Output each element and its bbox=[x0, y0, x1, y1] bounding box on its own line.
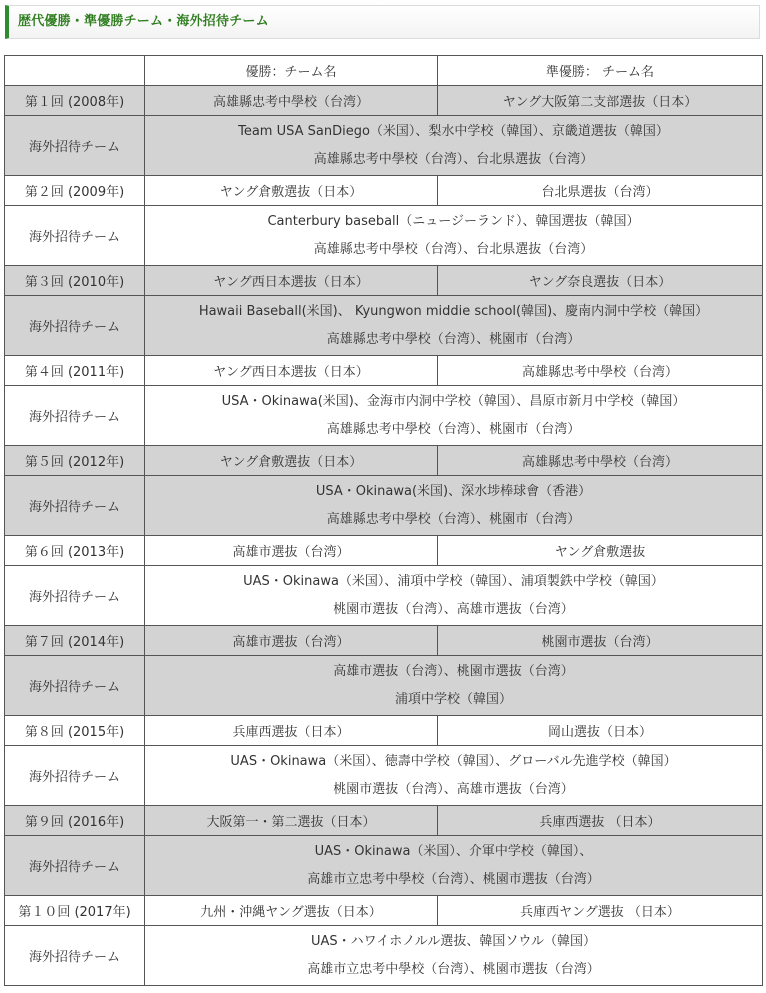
table-row bbox=[5, 356, 763, 386]
round-cell: 第８回 (2015年) bbox=[5, 716, 145, 746]
invited-teams-cell bbox=[145, 386, 763, 446]
invite-label-cell: 海外招待チーム bbox=[5, 116, 145, 176]
round-cell: 第５回 (2012年) bbox=[5, 446, 145, 476]
table-row bbox=[5, 176, 763, 206]
champion-cell: 九州・沖縄ヤング選抜（日本） bbox=[145, 896, 438, 926]
table-row bbox=[5, 626, 763, 656]
invited-teams-line: 高雄縣忠考中學校（台湾）、桃園市（台湾） bbox=[326, 331, 581, 347]
invited-row bbox=[5, 836, 763, 896]
invited-teams-line: UAS・Okinawa（米国）、徳壽中学校（韓国）、グローバル先進学校（韓国） bbox=[230, 753, 677, 769]
runner-up-cell: ヤング奈良選抜（日本） bbox=[438, 266, 763, 296]
round-cell: 第１回 (2008年) bbox=[5, 86, 145, 116]
invited-teams-cell bbox=[145, 836, 763, 896]
invited-teams-cell bbox=[145, 926, 763, 986]
invited-row bbox=[5, 476, 763, 536]
invited-teams-cell bbox=[145, 476, 763, 536]
table-row bbox=[5, 446, 763, 476]
runner-up-cell: 台北県選抜（台湾） bbox=[438, 176, 763, 206]
champion-cell: ヤング西日本選抜（日本） bbox=[145, 266, 438, 296]
round-cell: 第４回 (2011年) bbox=[5, 356, 145, 386]
round-cell: 第２回 (2009年) bbox=[5, 176, 145, 206]
invited-row bbox=[5, 386, 763, 446]
invited-row bbox=[5, 926, 763, 986]
round-cell: 第１０回 (2017年) bbox=[5, 896, 145, 926]
invited-teams-line: 高雄縣忠考中學校（台湾）、桃園市（台湾） bbox=[326, 421, 581, 437]
runner-up-cell: 兵庫西選抜 （日本） bbox=[438, 806, 763, 836]
runner-up-cell: 兵庫西ヤング選抜 （日本） bbox=[438, 896, 763, 926]
table-row bbox=[5, 896, 763, 926]
table-row bbox=[5, 86, 763, 116]
invited-row bbox=[5, 566, 763, 626]
champion-cell: ヤング西日本選抜（日本） bbox=[145, 356, 438, 386]
invited-teams-line: USA・Okinawa(米国)、深水埗棒球會（香港） bbox=[315, 483, 592, 499]
champion-cell: ヤング倉敷選抜（日本） bbox=[145, 176, 438, 206]
table-header-row bbox=[5, 56, 763, 86]
invited-teams-cell bbox=[145, 296, 763, 356]
invited-teams-cell bbox=[145, 656, 763, 716]
invite-label-cell: 海外招待チーム bbox=[5, 836, 145, 896]
invited-row bbox=[5, 656, 763, 716]
table-row bbox=[5, 716, 763, 746]
round-cell: 第３回 (2010年) bbox=[5, 266, 145, 296]
section-header bbox=[5, 5, 760, 39]
invite-label-cell: 海外招待チーム bbox=[5, 386, 145, 446]
round-cell: 第７回 (2014年) bbox=[5, 626, 145, 656]
invite-label-cell: 海外招待チーム bbox=[5, 746, 145, 806]
invited-teams-cell bbox=[145, 746, 763, 806]
invited-teams-line: 高雄縣忠考中學校（台湾）、桃園市（台湾） bbox=[326, 511, 581, 527]
table-row bbox=[5, 536, 763, 566]
invited-teams-line: UAS・ハワイホノルル選抜、韓国ソウル（韓国） bbox=[310, 933, 597, 949]
table-row bbox=[5, 266, 763, 296]
invited-teams-line: 高雄縣忠考中學校（台湾）、台北県選抜（台湾） bbox=[313, 241, 594, 257]
invited-teams-line: UAS・Okinawa（米国）、浦項中学校（韓国）、浦項製鉄中学校（韓国） bbox=[243, 573, 664, 589]
champion-cell: 大阪第一・第二選抜（日本） bbox=[145, 806, 438, 836]
runner-up-cell: 高雄縣忠考中學校（台湾） bbox=[438, 446, 763, 476]
invited-teams-line: 高雄市立忠考中學校（台湾）、桃園市選抜（台湾） bbox=[307, 871, 600, 887]
invite-label-cell: 海外招待チーム bbox=[5, 656, 145, 716]
champion-cell: 高雄市選抜（台湾） bbox=[145, 626, 438, 656]
invited-teams-line: 浦項中学校（韓国） bbox=[394, 691, 512, 707]
invited-teams-cell bbox=[145, 206, 763, 266]
invited-teams-line: Canterbury baseball（ニュージーランド）、韓国選抜（韓国） bbox=[267, 213, 640, 229]
invited-teams-cell bbox=[145, 116, 763, 176]
invite-label-cell: 海外招待チーム bbox=[5, 476, 145, 536]
invited-teams-cell bbox=[145, 566, 763, 626]
header-champion: 優勝：チーム名 bbox=[145, 56, 438, 86]
invited-teams-line: 桃園市選抜（台湾）、高雄市選抜（台湾） bbox=[333, 601, 574, 617]
runner-up-cell: 桃園市選抜（台湾） bbox=[438, 626, 763, 656]
champion-cell: 高雄市選抜（台湾） bbox=[145, 536, 438, 566]
invited-teams-line: Hawaii Baseball(米国)、 Kyungwon middie school(韓国)、慶南内洞中学校（韓国） bbox=[198, 303, 709, 319]
champion-cell: 兵庫西選抜（日本） bbox=[145, 716, 438, 746]
invited-teams-line: USA・Okinawa(米国)、金海市内洞中学校（韓国）、昌原市新月中学校（韓国） bbox=[221, 393, 686, 409]
invited-teams-line: 高雄縣忠考中學校（台湾）、台北県選抜（台湾） bbox=[313, 151, 594, 167]
table-row bbox=[5, 806, 763, 836]
runner-up-cell: 岡山選抜（日本） bbox=[438, 716, 763, 746]
runner-up-cell: ヤング大阪第二支部選抜（日本） bbox=[438, 86, 763, 116]
invited-row bbox=[5, 296, 763, 356]
runner-up-cell: 高雄縣忠考中學校（台湾） bbox=[438, 356, 763, 386]
invited-row bbox=[5, 206, 763, 266]
invite-label-cell: 海外招待チーム bbox=[5, 926, 145, 986]
history-table bbox=[4, 55, 763, 986]
champion-cell: 高雄縣忠考中學校（台湾） bbox=[145, 86, 438, 116]
invited-teams-line: 高雄市立忠考中學校（台湾）、桃園市選抜（台湾） bbox=[307, 961, 600, 977]
invite-label-cell: 海外招待チーム bbox=[5, 206, 145, 266]
invited-row bbox=[5, 116, 763, 176]
round-cell: 第６回 (2013年) bbox=[5, 536, 145, 566]
invited-teams-line: 桃園市選抜（台湾）、高雄市選抜（台湾） bbox=[333, 781, 574, 797]
header-blank-cell bbox=[5, 56, 145, 86]
invite-label-cell: 海外招待チーム bbox=[5, 566, 145, 626]
invited-teams-line: 高雄市選抜（台湾）、桃園市選抜（台湾） bbox=[333, 663, 574, 679]
section-title: 歴代優勝・準優勝チーム・海外招待チーム bbox=[18, 14, 269, 29]
invited-teams-line: UAS・Okinawa（米国）、介軍中学校（韓国）、 bbox=[314, 843, 593, 859]
header-runner-up: 準優勝： チーム名 bbox=[438, 56, 763, 86]
champion-cell: ヤング倉敷選抜（日本） bbox=[145, 446, 438, 476]
invite-label-cell: 海外招待チーム bbox=[5, 296, 145, 356]
round-cell: 第９回 (2016年) bbox=[5, 806, 145, 836]
invited-row bbox=[5, 746, 763, 806]
invited-teams-line: Team USA SanDiego（米国）、梨水中学校（韓国）、京畿道選抜（韓国） bbox=[238, 123, 669, 139]
runner-up-cell: ヤング倉敷選抜 bbox=[438, 536, 763, 566]
